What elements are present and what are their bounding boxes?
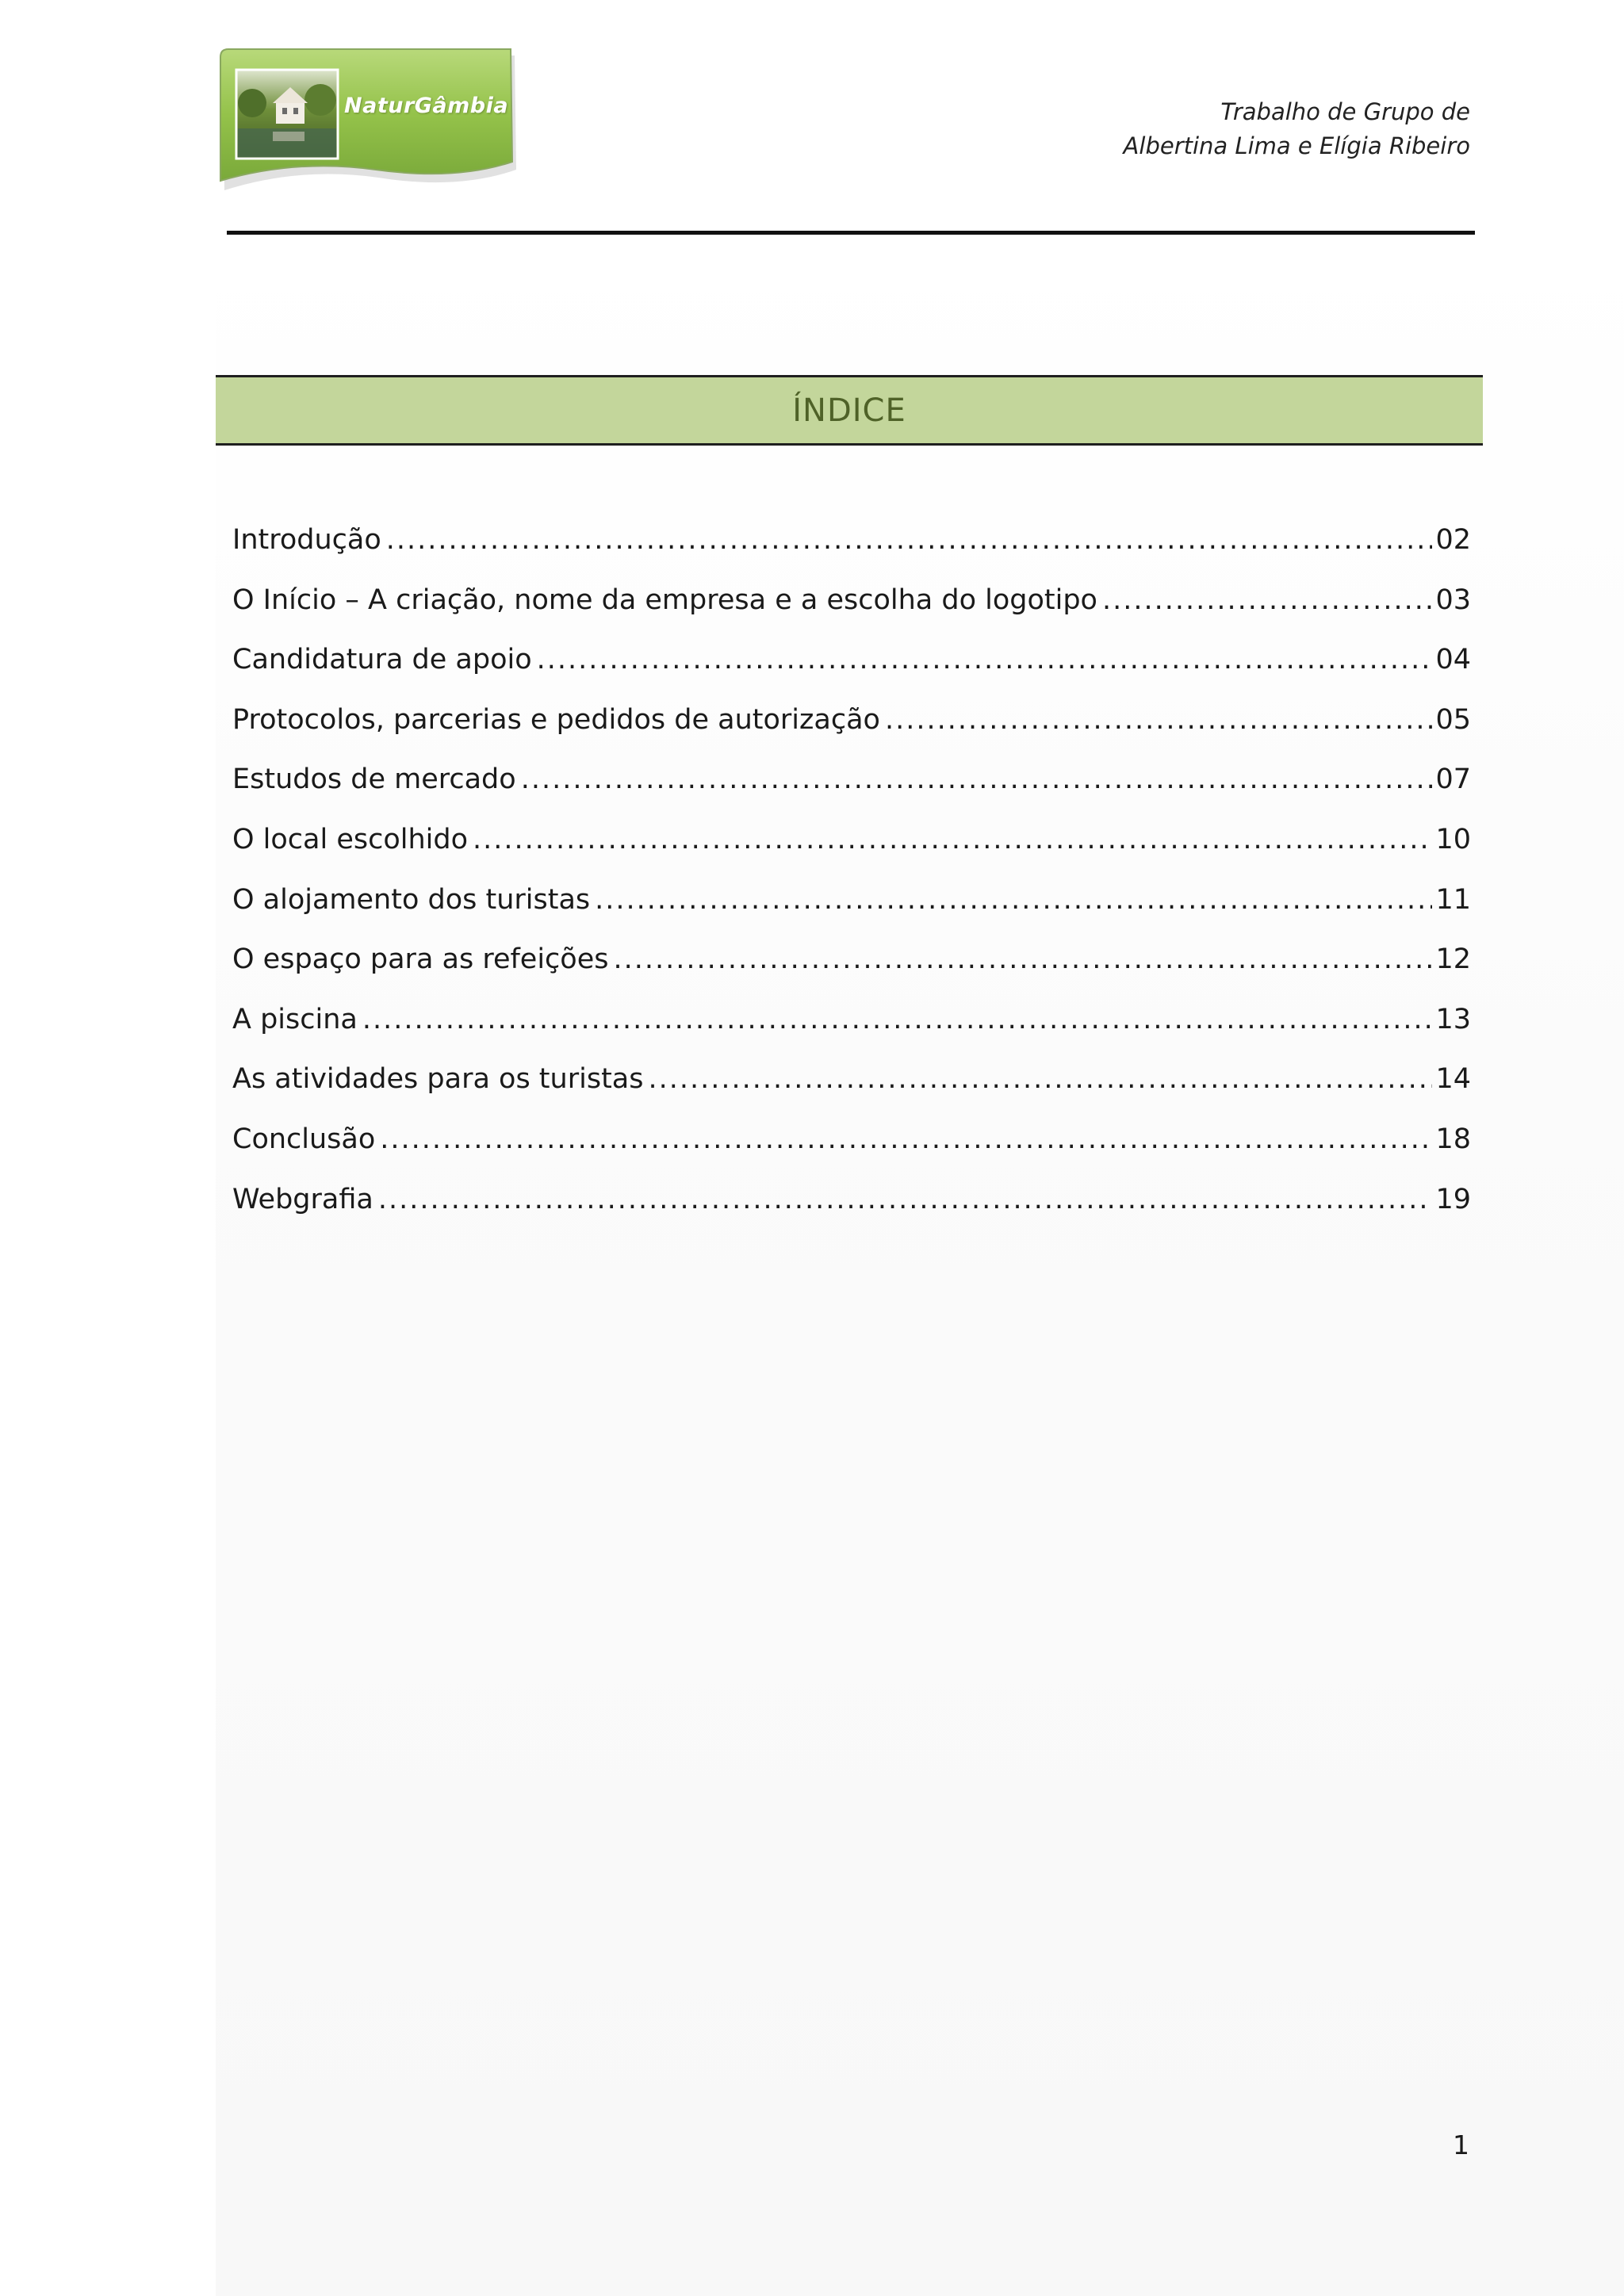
toc-entry-label: Conclusão bbox=[232, 1123, 376, 1155]
toc-entry-label: Protocolos, parcerias e pedidos de autorização bbox=[232, 703, 880, 736]
toc-entry-label: O espaço para as refeições bbox=[232, 943, 609, 976]
toc-entry-label: O Início – A criação, nome da empresa e a escolha do logotipo bbox=[232, 584, 1097, 616]
toc-entry[interactable] bbox=[232, 1170, 1471, 1230]
toc-entry-page: 11 bbox=[1435, 883, 1471, 916]
toc-entry-label: Webgrafia bbox=[232, 1183, 373, 1215]
toc-entry[interactable] bbox=[232, 630, 1471, 691]
toc-dot-leader bbox=[473, 810, 1432, 871]
toc-dot-leader bbox=[885, 691, 1433, 751]
toc-entry-page: 14 bbox=[1435, 1063, 1471, 1096]
credit-line-2: Albertina Lima e Elígia Ribeiro bbox=[1123, 132, 1470, 159]
toc-entry-label: O local escolhido bbox=[232, 823, 469, 855]
credit-line-1: Trabalho de Grupo de bbox=[1220, 98, 1470, 125]
toc-entry-label: As atividades para os turistas bbox=[232, 1063, 644, 1096]
toc-dot-leader bbox=[362, 990, 1433, 1050]
toc-entry-page: 18 bbox=[1435, 1123, 1471, 1155]
toc-entry-page: 12 bbox=[1435, 943, 1471, 976]
toc-entry-label: A piscina bbox=[232, 1003, 358, 1035]
toc-entry[interactable] bbox=[232, 1050, 1471, 1110]
toc-dot-leader bbox=[380, 1110, 1432, 1170]
toc-entry-page: 02 bbox=[1435, 524, 1471, 556]
toc-entry-page: 04 bbox=[1435, 644, 1471, 676]
toc-entry-label: O alojamento dos turistas bbox=[232, 883, 591, 916]
toc-entry-page: 10 bbox=[1435, 823, 1471, 855]
toc-entry-label: Candidatura de apoio bbox=[232, 644, 532, 676]
toc-dot-leader bbox=[648, 1050, 1432, 1110]
toc-entry-label: Introdução bbox=[232, 524, 381, 556]
page-number: 1 bbox=[1453, 2130, 1469, 2160]
toc-entry[interactable] bbox=[232, 571, 1471, 631]
toc-entry-page: 19 bbox=[1435, 1183, 1471, 1215]
toc-entry[interactable] bbox=[232, 810, 1471, 871]
toc-entry-page: 07 bbox=[1435, 763, 1471, 796]
header-credit bbox=[1124, 95, 1470, 163]
toc-entry[interactable] bbox=[232, 691, 1471, 751]
toc-dot-leader bbox=[378, 1170, 1433, 1230]
toc-entry[interactable] bbox=[232, 511, 1471, 571]
toc-entry[interactable] bbox=[232, 1110, 1471, 1170]
toc-entry[interactable] bbox=[232, 750, 1471, 810]
toc-entry-page: 03 bbox=[1435, 584, 1471, 616]
toc-entry[interactable] bbox=[232, 930, 1471, 990]
toc-entry-label: Estudos de mercado bbox=[232, 763, 516, 796]
toc-entry-page: 13 bbox=[1435, 1003, 1471, 1035]
page-title: ÍNDICE bbox=[792, 392, 906, 429]
toc-entry[interactable] bbox=[232, 871, 1471, 931]
toc-dot-leader bbox=[537, 630, 1433, 691]
toc-dot-leader bbox=[613, 930, 1432, 990]
table-of-contents bbox=[232, 511, 1471, 1230]
toc-dot-leader bbox=[1102, 571, 1433, 631]
naturgambia-logo bbox=[217, 46, 519, 197]
header-divider bbox=[227, 231, 1475, 235]
title-band bbox=[216, 375, 1483, 446]
toc-dot-leader bbox=[386, 511, 1433, 571]
logo-banner-graphic bbox=[217, 46, 519, 197]
toc-dot-leader bbox=[595, 871, 1432, 931]
toc-dot-leader bbox=[521, 750, 1433, 810]
toc-entry-page: 05 bbox=[1435, 703, 1471, 736]
toc-entry[interactable] bbox=[232, 990, 1471, 1050]
logo-text: NaturGâmbia bbox=[344, 94, 509, 118]
